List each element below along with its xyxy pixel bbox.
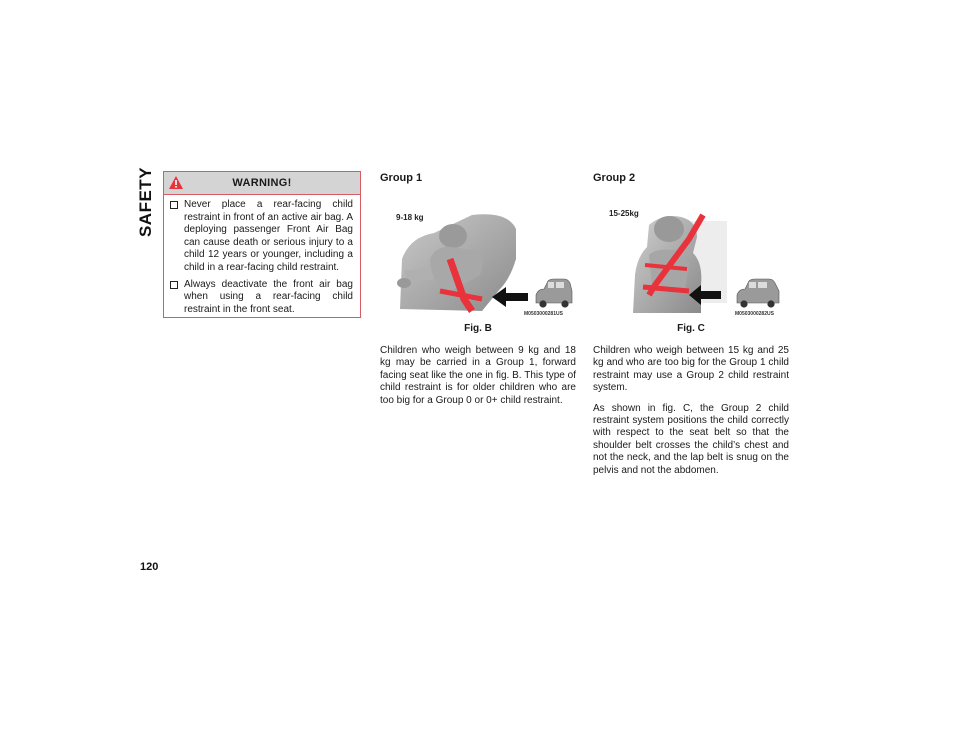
warning-title: WARNING! bbox=[232, 177, 292, 189]
warning-list bbox=[164, 195, 360, 316]
group1-image-code: M0503000281US bbox=[524, 311, 563, 317]
warning-box bbox=[163, 171, 361, 318]
warning-item bbox=[170, 199, 353, 275]
group1-weight-label: 9-18 kg bbox=[396, 213, 424, 222]
warning-triangle-icon bbox=[168, 175, 184, 190]
warning-header bbox=[164, 172, 360, 195]
group2-paragraph: As shown in fig. C, the Group 2 child restraint system positions the child correctly with respect to the seat belt so that the shoulder belt crosses the child’s chest and not the neck, and the lap belt is snug on the pelvis and not the abdomen. bbox=[593, 402, 789, 476]
warning-item bbox=[170, 279, 353, 317]
group1-paragraph: Children who weigh between 9 kg and 18 kg may be carried in a Group 1, forward facing seat like the one in fig. B. This type of child restraint is for older children who are too big for a Group 0 or 0+ child restraint. bbox=[380, 345, 576, 406]
group2-heading: Group 2 bbox=[593, 172, 636, 184]
group2-figure bbox=[593, 199, 789, 317]
checkbox-bullet-icon bbox=[170, 281, 178, 289]
warning-item-text: Never place a rear-facing child restraint in front of an active air bag. A deploying passenger Front Air Bag can cause death or serious injury to a child 12 years or younger, including a child in a rear-facing child restraint. bbox=[184, 199, 353, 273]
section-title bbox=[134, 166, 158, 238]
group1-heading: Group 1 bbox=[380, 172, 423, 184]
group1-fig-caption: Fig. B bbox=[464, 323, 492, 334]
group1-column bbox=[380, 172, 576, 415]
group2-fig-caption: Fig. C bbox=[677, 323, 705, 334]
group2-column bbox=[593, 172, 789, 485]
section-title-text: SAFETY bbox=[136, 166, 155, 238]
page-number: 120 bbox=[140, 561, 159, 573]
group2-image-code: M0503000282US bbox=[735, 311, 774, 317]
group2-paragraph: Children who weigh between 15 kg and 25 kg and who are too big for the Group 1 child restraint may use a Group 2 child restraint system. bbox=[593, 345, 789, 394]
group2-weight-label: 15-25kg bbox=[609, 209, 639, 218]
warning-item-text: Always deactivate the front air bag when using a rear-facing child restraint in the front seat. bbox=[184, 278, 353, 315]
group1-figure bbox=[380, 199, 576, 317]
checkbox-bullet-icon bbox=[170, 201, 178, 209]
